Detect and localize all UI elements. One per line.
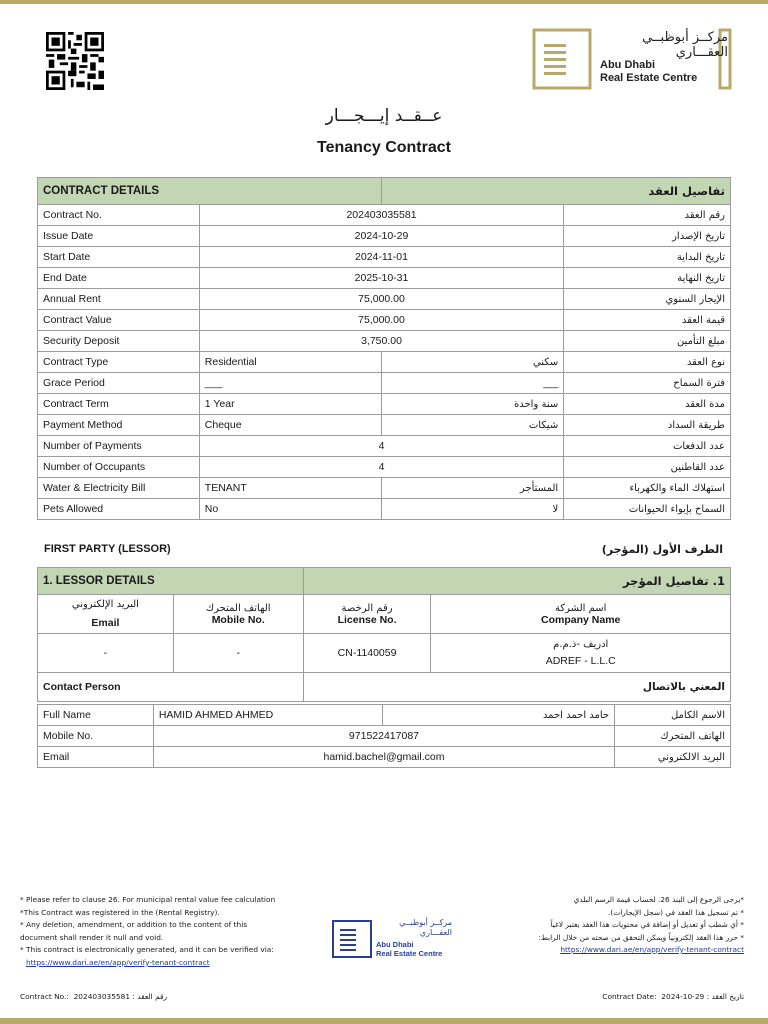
full-name-ar: حامد احمد احمد (383, 705, 615, 726)
verify-link-en[interactable]: https://www.dari.ae/en/app/verify-tenant-contract (26, 957, 210, 967)
row-label-en: Issue Date (38, 226, 200, 247)
row-label-ar: مدة العقد (564, 394, 731, 415)
contract-details-header: CONTRACT DETAILS (38, 178, 382, 205)
row-label-ar: قيمة العقد (564, 310, 731, 331)
row-value: 3,750.00 (199, 331, 563, 352)
row-value-en: Cheque (199, 415, 381, 436)
row-label-en: Number of Payments (38, 436, 200, 457)
row-value: 202403035581 (199, 205, 563, 226)
row-label-ar: تاريخ النهاية (564, 268, 731, 289)
contract-row (38, 478, 731, 499)
row-label-en: Grace Period (38, 373, 200, 394)
row-label-ar: طريقة السداد (564, 415, 731, 436)
contact-email[interactable]: hamid.bachel@gmail.com (153, 747, 614, 768)
row-label-en: Annual Rent (38, 289, 200, 310)
top-gold-bar (0, 0, 768, 4)
full-name-label-ar: الاسم الكامل (615, 705, 731, 726)
row-value-ar: سكني (381, 352, 564, 373)
row-value-en: TENANT (199, 478, 381, 499)
qr-code-icon (44, 32, 106, 90)
row-label-en: Contract Term (38, 394, 200, 415)
row-value-ar: المستأجر (381, 478, 564, 499)
row-value-en: Residential (199, 352, 381, 373)
row-label-ar: عدد الدفعات (564, 436, 731, 457)
row-label-ar: استهلاك الماء والكهرباء (564, 478, 731, 499)
row-label-en: End Date (38, 268, 200, 289)
contract-row (38, 394, 731, 415)
full-name-label: Full Name (38, 705, 154, 726)
row-label-ar: مبلغ التأمين (564, 331, 731, 352)
logo-arabic-text: مركــز أبوظبــي العقـــاري (642, 30, 728, 60)
company-name: ادريف -ذ.م.م ADREF - L.L.C (431, 634, 731, 673)
first-party-title-ar: الطرف الأول (المؤجر) (601, 543, 723, 556)
row-value-ar: سنة واحدة (381, 394, 564, 415)
company-license: CN-1140059 (303, 634, 431, 673)
row-value-en: No (199, 499, 381, 520)
row-label-ar: نوع العقد (564, 352, 731, 373)
contract-row (38, 352, 731, 373)
row-value: 4 (199, 457, 563, 478)
email-label: Email (38, 747, 154, 768)
contract-row (38, 415, 731, 436)
row-value-ar: لا (381, 499, 564, 520)
mobile-label: Mobile No. (38, 726, 154, 747)
row-label-en: Number of Occupants (38, 457, 200, 478)
bottom-gold-bar (0, 1018, 768, 1024)
contract-row (38, 436, 731, 457)
logo-english-text: Abu Dhabi Real Estate Centre (600, 59, 698, 84)
row-label-ar: تاريخ الإصدار (564, 226, 731, 247)
contract-row (38, 331, 731, 352)
row-label-ar: السماح بإيواء الحيوانات (564, 499, 731, 520)
contract-details-header-ar: تفاصيل العقد (381, 178, 730, 205)
mobile-label-ar: الهاتف المتحرك (615, 726, 731, 747)
row-label-en: Contract Type (38, 352, 200, 373)
row-label-ar: رقم العقد (564, 205, 731, 226)
row-value: 2024-10-29 (199, 226, 563, 247)
contract-row (38, 310, 731, 331)
row-label-en: Payment Method (38, 415, 200, 436)
company-mobile: - (173, 634, 303, 673)
contact-person-table (37, 704, 731, 768)
row-value-en: ___ (199, 373, 381, 394)
row-label-en: Contract Value (38, 310, 200, 331)
contract-row (38, 457, 731, 478)
lessor-company-table (37, 567, 731, 702)
contract-row (38, 289, 731, 310)
contract-row (38, 247, 731, 268)
email-label-ar: البريد الالكتروني (615, 747, 731, 768)
row-value-ar: ___ (381, 373, 564, 394)
contact-mobile: 971522417087 (153, 726, 614, 747)
contact-person-label-ar: المعني بالاتصال (303, 673, 730, 702)
row-label-ar: عدد القاطنين (564, 457, 731, 478)
contract-row (38, 268, 731, 289)
verify-link-ar[interactable]: https://www.dari.ae/en/app/verify-tenant-contract (560, 945, 744, 954)
first-party-title: FIRST PARTY (LESSOR) (44, 543, 171, 555)
row-label-en: Pets Allowed (38, 499, 200, 520)
row-value: 75,000.00 (199, 310, 563, 331)
row-label-en: Start Date (38, 247, 200, 268)
row-value: 75,000.00 (199, 289, 563, 310)
row-value-ar: شيكات (381, 415, 564, 436)
footer-notes-en: * Please refer to clause 26. For municipal rental value fee calculation *This Contract was registered in the (Rental Registry). * Any deletion, amendment, or addition to the content of this document shall render it null and void. * This contract is electronically generated, and it can be verified via: https://www.dari.ae/en/app/verify-tenant-contract (20, 895, 276, 967)
contract-row (38, 499, 731, 520)
row-label-ar: تاريخ البداية (564, 247, 731, 268)
title-arabic: عــقــد إيـــجـــار (325, 106, 443, 126)
contract-row (38, 205, 731, 226)
footer-adrec-logo: مركــز أبوظبــي العقـــاري Abu Dhabi Real Estate Centre (332, 916, 452, 962)
company-email: - (38, 634, 174, 673)
col-email: البريد الإلكتروني Email (38, 595, 174, 634)
row-value: 2025-10-31 (199, 268, 563, 289)
footer-contract-no: Contract No.: 202403035581 : رقم العقد (20, 992, 168, 1001)
row-label-ar: فترة السماح (564, 373, 731, 394)
contract-row (38, 373, 731, 394)
lessor-details-header: 1. LESSOR DETAILS (38, 568, 304, 595)
row-value: 4 (199, 436, 563, 457)
row-label-en: Security Deposit (38, 331, 200, 352)
row-label-ar: الإيجار السنوي (564, 289, 731, 310)
contract-details-table (37, 177, 731, 520)
title-english: Tenancy Contract (317, 139, 451, 156)
full-name-en: HAMID AHMED AHMED (153, 705, 383, 726)
lessor-details-header-ar: 1. تفاصيل المؤجر (303, 568, 730, 595)
footer-contract-date: Contract Date: 2024-10-29 : تاريخ العقد (602, 992, 744, 1001)
row-label-en: Water & Electricity Bill (38, 478, 200, 499)
contact-person-label: Contact Person (38, 673, 304, 702)
contract-row (38, 226, 731, 247)
row-label-en: Contract No. (38, 205, 200, 226)
col-mobile: الهاتف المتحرك Mobile No. (173, 595, 303, 634)
col-license: رقم الرخصة License No. (303, 595, 431, 634)
col-company-name: اسم الشركة Company Name (431, 595, 731, 634)
row-value-en: 1 Year (199, 394, 381, 415)
row-value: 2024-11-01 (199, 247, 563, 268)
footer-notes-ar: *يرجى الرجوع إلى البند 26. لحساب قيمة الرسم البلدي * تم تسجيل هذا العقد في (سجل الإيجارات). * أي شطب أو تعديل أو إضافة في محتويات هذا العقد يعتبر لاغياً * حرر هذا العقد إلكترونياً ويمكن التحقق من صحته من خلال الرابط: https://www.dari.ae/en/app/verify-tenant-contract (538, 895, 744, 954)
